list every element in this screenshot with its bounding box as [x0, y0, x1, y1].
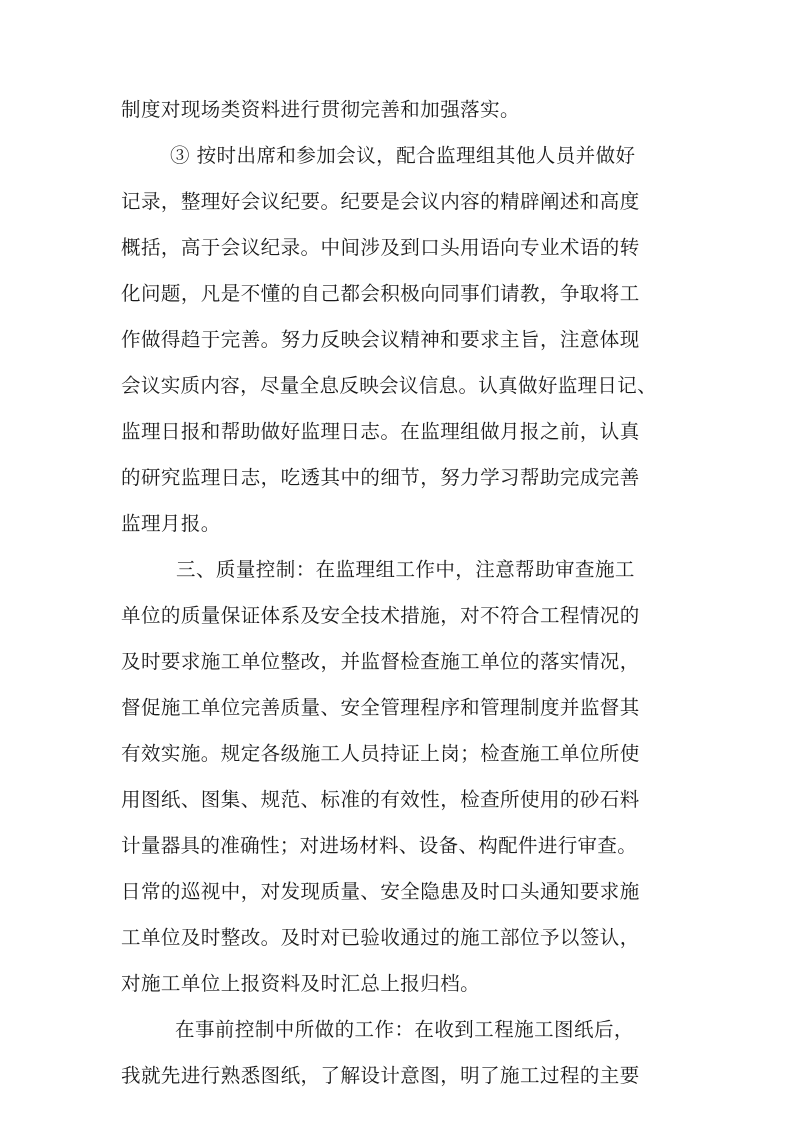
text-line-6: 作做得趋于完善。努力反映会议精神和要求主旨，注意体现	[121, 328, 640, 351]
text-line-17: 计量器具的准确性；对进场材料、设备、构配件进行审查。	[121, 834, 638, 857]
text-line-15: 有效实施。规定各级施工人员持证上岗；检查施工单位所使	[121, 742, 640, 765]
text-line-2: ③ 按时出席和参加会议，配合监理组其他人员并做好	[170, 144, 636, 167]
text-line-9: 的研究监理日志，吃透其中的细节，努力学习帮助完成完善	[121, 466, 640, 489]
text-line-13: 及时要求施工单位整改，并监督检查施工单位的落实情况，	[121, 650, 640, 673]
text-line-4: 概括，高于会议纪录。中间涉及到口头用语向专业术语的转	[121, 236, 640, 259]
text-line-20: 对施工单位上报资料及时汇总上报归档。	[121, 972, 481, 995]
text-line-3: 记录，整理好会议纪要。纪要是会议内容的精辟阐述和高度	[121, 190, 640, 213]
text-line-19: 工单位及时整改。及时对已验收通过的施工部位予以签认，	[121, 926, 640, 949]
text-line-22: 我就先进行熟悉图纸，了解设计意图，明了施工过程的主要	[121, 1064, 640, 1087]
text-line-10: 监理月报。	[121, 512, 221, 535]
text-line-1: 制度对现场类资料进行贯彻完善和加强落实。	[121, 98, 521, 121]
text-line-8: 监理日报和帮助做好监理日志。在监理组做月报之前，认真	[121, 420, 640, 443]
text-line-18: 日常的巡视中，对发现质量、安全隐患及时口头通知要求施	[121, 880, 640, 903]
text-line-5: 化问题，凡是不懂的自己都会积极向同事们请教，争取将工	[121, 282, 640, 305]
text-line-12: 单位的质量保证体系及安全技术措施，对不符合工程情况的	[121, 604, 640, 627]
text-line-16: 用图纸、图集、规范、标准的有效性，检查所使用的砂石料	[121, 788, 640, 811]
text-line-7: 会议实质内容，尽量全息反映会议信息。认真做好监理日记、	[121, 374, 657, 397]
text-line-21: 在事前控制中所做的工作：在收到工程施工图纸后，	[175, 1018, 634, 1041]
text-line-14: 督促施工单位完善质量、安全管理程序和管理制度并监督其	[121, 696, 640, 719]
text-line-11: 三、质量控制：在监理组工作中，注意帮助审查施工	[176, 558, 635, 581]
